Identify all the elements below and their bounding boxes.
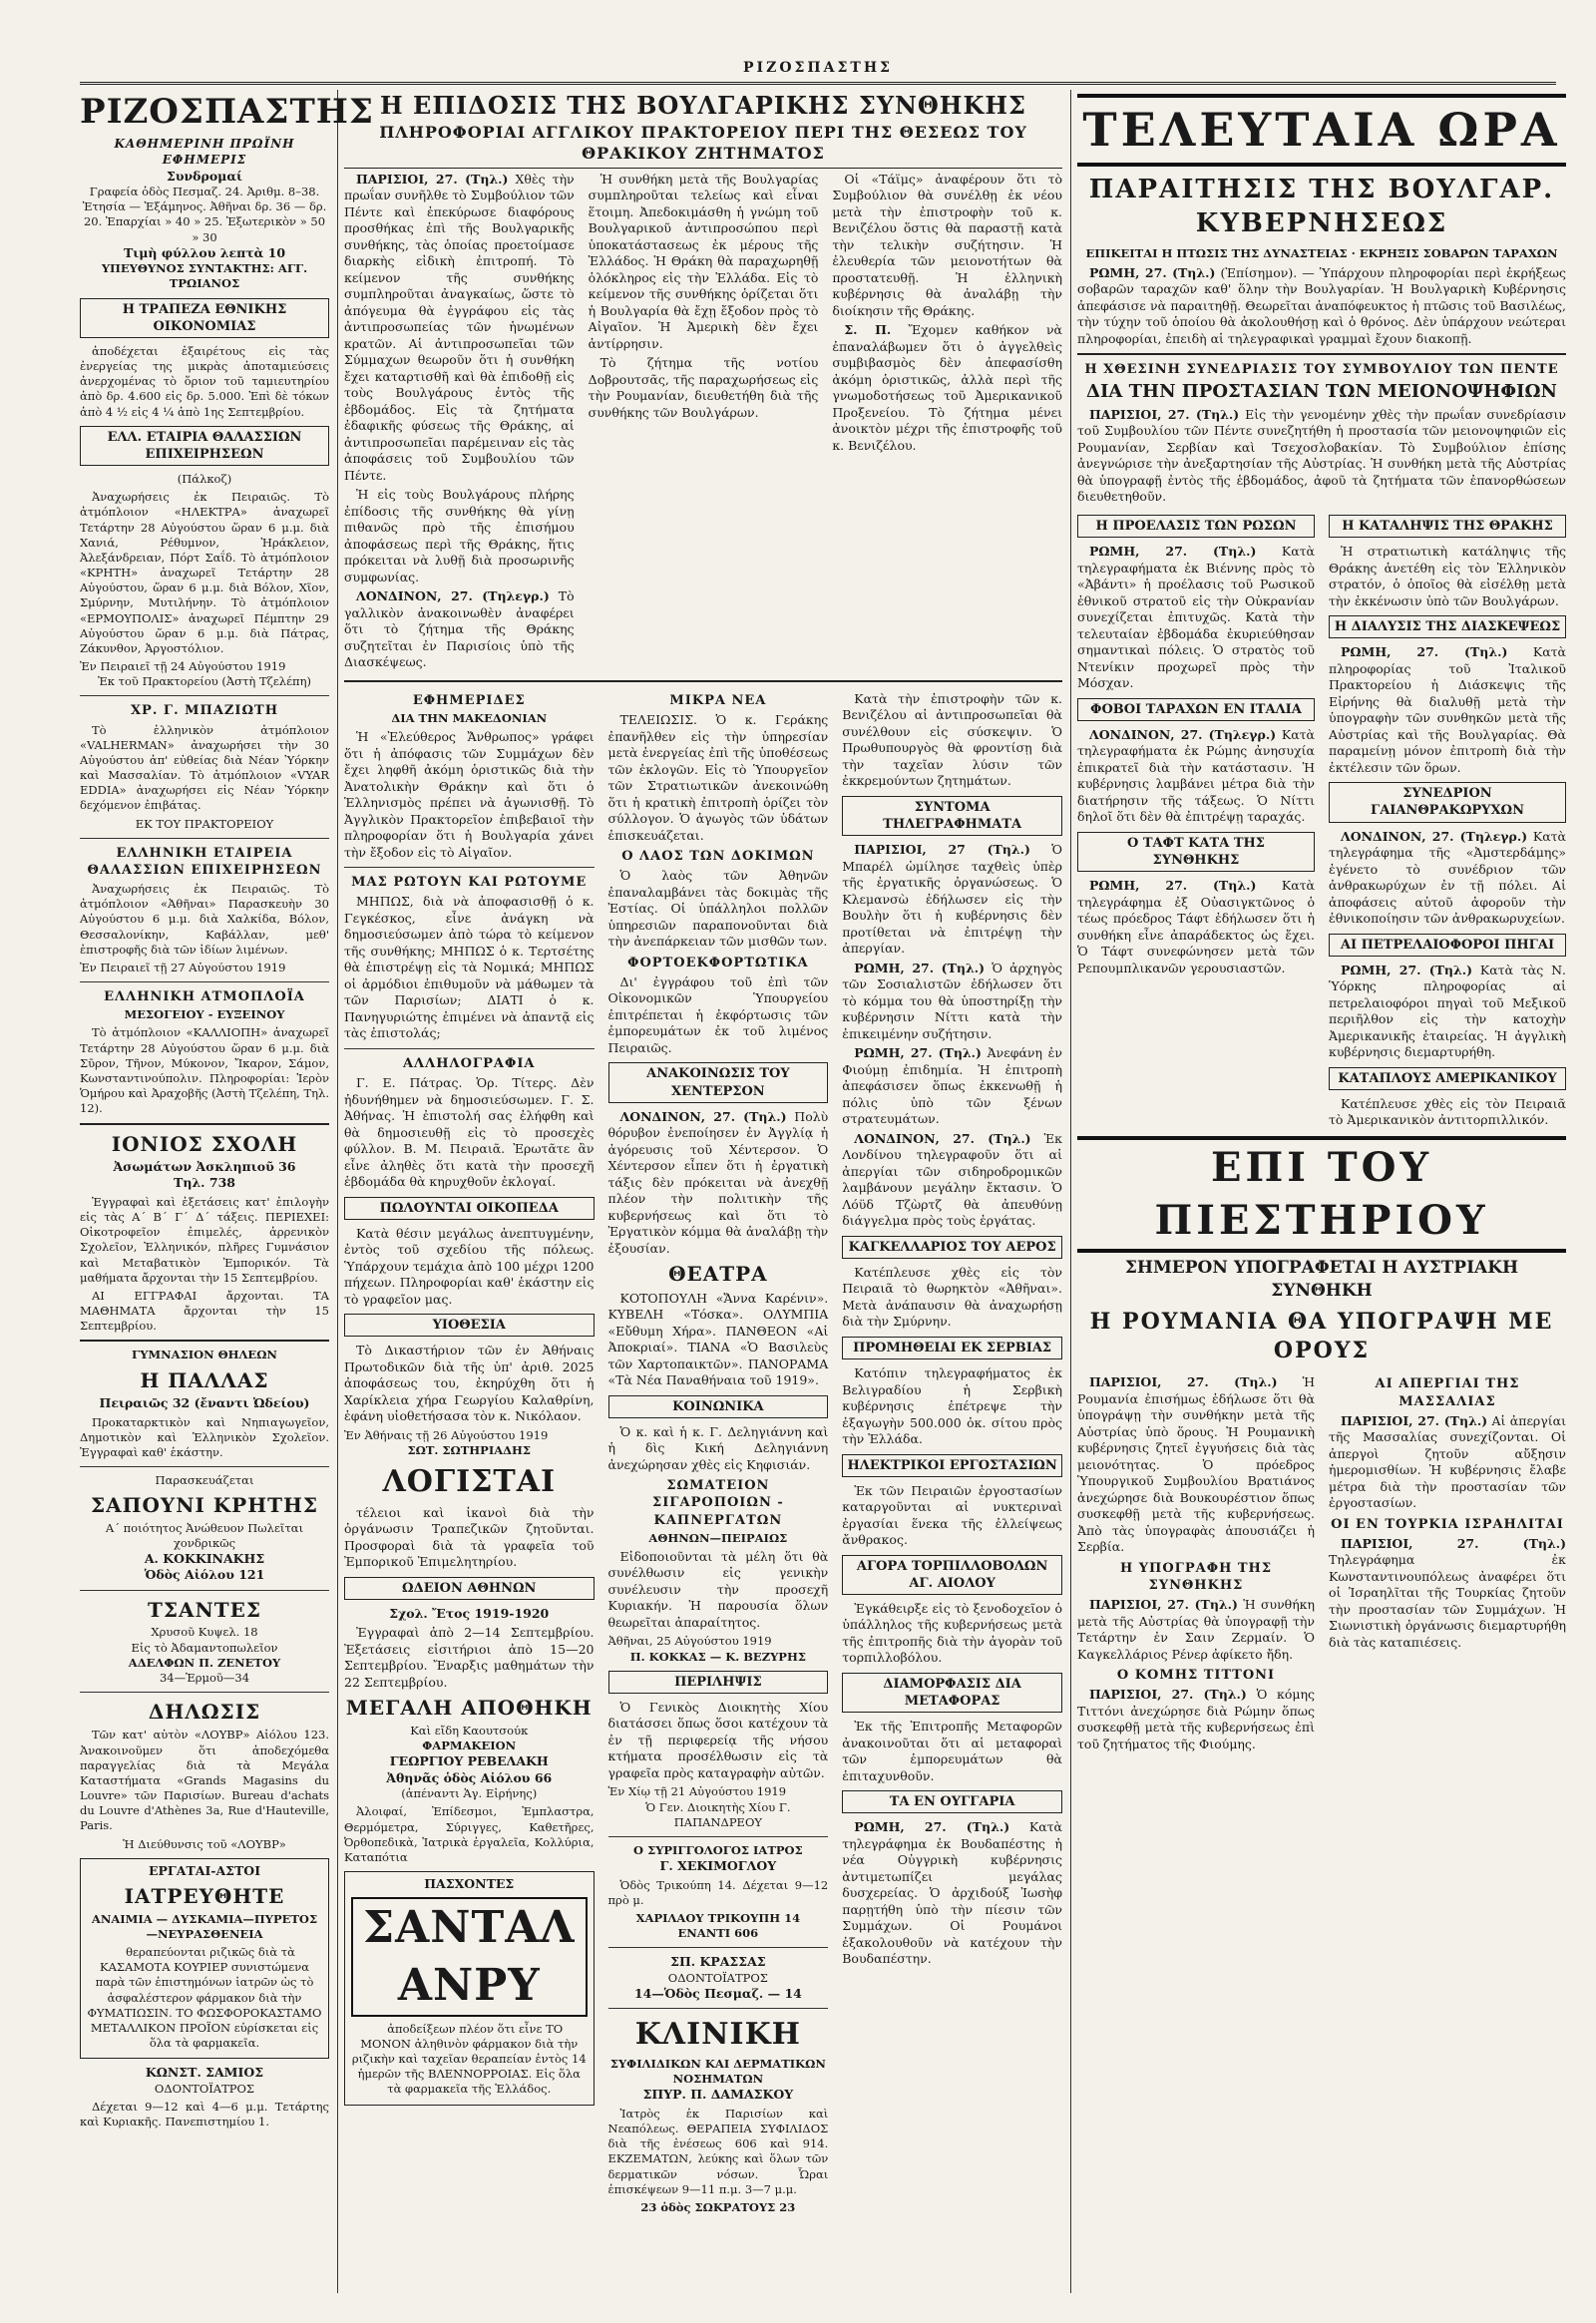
section-head: ΦΟΒΟΙ ΤΑΡΑΧΩΝ ΕΝ ΙΤΑΛΙΑ <box>1077 698 1315 721</box>
column-rule-2 <box>1070 90 1071 2293</box>
story-text: Ἡ «Ἐλεύθερος Ἄνθρωπος» γράφει ὅτι ἡ ἀπόφασις τῶν Συμμάχων δὲν ἔχει ληφθῆ ἀκόμη ὁριστικῶς διὰ τὴν Ἀνατολικὴν Θράκην καὶ ὅτι ὁ Ἑλληνισμὸς πρέπει νὰ ἀγωνισθῇ. Τὸ Ἀγγλικὸν Πρακτορεῖον ἐπιβεβαιοῖ τὴν πληροφορίαν ὅτι ἡ Βουλγαρία χάνει τὴν ἔξοδον εἰς τὸ Αἰγαῖον. <box>344 729 595 860</box>
ionios-addr: Ἀσωμάτων Ἀσκληπιοῦ 36 <box>113 1158 296 1174</box>
workers-sub: ΑΝΑΙΜΙΑ — ΔΥΣΚΑΜΙΑ—ΠΥΡΕΤΟΣ—ΝΕΥΡΑΣΘΕΝΕΙΑ <box>91 1911 318 1941</box>
dateline: ΛΟΝΔΙΝΟΝ, 27. (Τηλεγρ.) <box>1089 726 1277 742</box>
section-head: ΥΙΟΘΕΣΙΑ <box>344 1314 595 1337</box>
tsantes-firm: ΑΔΕΛΦΩΝ Π. ΖΕΝΕΤΟΥ <box>128 1655 281 1670</box>
elliniki-text: Ἀναχωρήσεις ἐκ Πειραιῶς. Τὸ ἀτμόπλοιον «Ἀθῆναι» Παρασκευὴν 30 Αὐγούστου 6 μ.μ. διὰ Χαλκίδα, Βόλον, Θεσσαλονίκην, Καβάλλαν, μεθ' ἐπιστροφῆς διὰ τῶν ἰδίων λιμένων. <box>80 882 329 957</box>
story-text: Ἡ στρατιωτικὴ κατάληψις τῆς Θράκης ἀνετέθη εἰς τὸν Ἑλληνικὸν στρατόν, ὁ ὁποῖος θὰ εἰσέλθῃ μετὰ τὴν ἐκκένωσιν ὑπὸ τῶν Βουλγάρων. <box>1329 544 1566 608</box>
center-column <box>344 90 1062 2303</box>
story-text: Ἡ συνθήκη μετὰ τῆς Βουλγαρίας συμπληροῦται τελείως καὶ εἶναι ἕτοιμη. Ἀπεδοκιμάσθη ἡ γνώμη τοῦ Βουλγαρικοῦ ἀντιπροσώπου περὶ ὑποκατάστασεως ἐκ μέρους τῆς Ἑλλάδος. Ἡ Θράκη θὰ παραχωρηθῇ ὁλόκληρος εἰς τὴν Ἑλλάδα. Εἰς τὸ κείμενον τῆς συνθήκης ὁρίζεται ὅτι ἡ Βουλγαρία θὰ ἔχῃ ἔξοδον πρὸς τὸ Αἰγαῖον. Ἡ Ἀμερικὴ δὲν ἔχει ἀντίρρησιν. <box>588 171 819 351</box>
section-head: Ο ΤΑΦΤ ΚΑΤΑ ΤΗΣ ΣΥΝΘΗΚΗΣ <box>1077 832 1315 872</box>
story-text: Ὁδὸς Τρικούπη 14. Δέχεται 9—12 πρὸ μ. <box>607 1877 829 1907</box>
story-text: Ὁ λαὸς τῶν Ἀθηνῶν ἐπαναλαμβάνει τὰς δοκιμὰς τῆς Ἑστίας. Οἱ ὑπάλληλοι πολλῶν ὑπηρεσιῶν παραπονοῦνται διὰ τὴν ἀνεπάρκειαν τῶν μισθῶν των. <box>607 868 829 950</box>
dateline: ΛΟΝΔΙΝΟΝ, 27. (Τηλεγρ.) <box>1341 828 1528 844</box>
masthead-subtitle: ΚΑΘΗΜΕΡΙΝΗ ΠΡΩΪΝΗ ΕΦΗΜΕΡΙΣ <box>114 136 295 167</box>
story-text: Τὸ ζήτημα τῆς νοτίου Δοβρουτσᾶς, τῆς παραχωρήσεως εἰς τὴν Ρουμανίαν, διευθετήθη διὰ τῆς συνθήκης τῶν Βουλγάρων. <box>588 355 819 420</box>
subheadline: ΔΙΑ ΤΗΝ ΠΡΟΣΤΑΣΙΑΝ ΤΩΝ ΜΕΙΟΝΟΨΗΦΙΩΝ <box>1086 381 1557 403</box>
ad-name: ΣΠΥΡ. Π. ΔΑΜΑΣΚΟΥ <box>642 2087 794 2103</box>
story-text: ἀποδείξεων πλέον ὅτι εἶνε ΤΟ ΜΟΝΟΝ ἀληθινὸν φάρμακον διὰ τὴν ριζικὴν καὶ ταχεῖαν θεραπείαν ἐντὸς 14 ἡμερῶν τῆς ΒΛΕΝΝΟΡΡΟΙΑΣ. Εἰς ὅλα τὰ φαρμακεῖα τῆς Ἑλλάδος. <box>351 2021 587 2097</box>
mpaziotis-head: ΧΡ. Γ. ΜΠΑΖΙΩΤΗ <box>130 703 279 719</box>
section-head: ΗΛΕΚΤΡΙΚΟΙ ΕΡΓΟΣΤΑΣΙΩΝ <box>842 1454 1062 1477</box>
shipping-text: Ἀναχωρήσεις ἐκ Πειραιῶς. Τὸ ἀτμόπλοιον «ΗΛΕΚΤΡΑ» ἀναχωρεῖ Τετάρτην 28 Αὐγούστου ὥραν 6 μ.μ. διὰ Χανιά, Ρέθυμνον, Ἡράκλειον, Ἀλεξάνδρειαν, Πόρτ Σαΐδ. Τὸ ἀτμόπλοιον «ΚΡΗΤΗ» ἀναχωρεῖ Τετάρτην 28 Αὐγούστου, ὥραν 6 μ.μ. διὰ Βόλον, Χῖον, Σμύρνην, Μυτιλήνην. Τὸ ἀτμόπλοιον «ΕΡΜΟΥΠΟΛΙΣ» ἀναχωρεῖ Πέμπτην 29 Αὐγούστου ὥραν 6 μ.μ. διὰ Πάτρας, Ζάκυνθον, Ἀργοστόλιον. <box>80 490 329 655</box>
story-text: Ἀλοιφαί, Ἐπίδεσμοι, Ἐμπλαστρα, Θερμόμετρα, Σύριγγες, Καθετῆρες, Ὀρθοπεδικὰ, Ἰατρικὰ ἐργαλεῖα, Κολλύρια, Καταπότια <box>344 1804 595 1864</box>
elliniki-head: ΕΛΛΗΝΙΚΗ ΕΤΑΙΡΕΙΑ ΘΑΛΑΣΣΙΩΝ ΕΠΙΧΕΙΡΗΣΕΩΝ <box>87 845 322 878</box>
right-column <box>1077 90 1566 2303</box>
section-head: ΑΓΟΡΑ ΤΟΡΠΙΛΛΟΒΟΛΩΝ ΑΓ. ΑΙΟΛΟΥ <box>842 1555 1062 1595</box>
dateline: ΠΑΡΙΣΙΟΙ, 27. (Τηλ.) <box>356 171 509 187</box>
pallas-addr: Πειραιῶς 32 (ἔναντι Ὠδείου) <box>99 1395 310 1411</box>
story-text: Ἐγγραφαὶ ἀπὸ 2—14 Σεπτεμβρίου. Ἐξετάσεις εἰσιτήριοι ἀπὸ 15—20 Σεπτεμβρίου. Ἔναρξις μαθημάτων τὴν 22 Σεπτεμβρίου. <box>344 1625 595 1690</box>
running-head: ΡΙΖΟΣΠΑΣΤΗΣ <box>80 60 1556 85</box>
bank-text: ἀποδέχεται ἐξαιρέτους εἰς τὰς ἐνεργείας της μικρὰς ἀποταμιεύσεις ἀνερχομένας τὸ ὅριον τοῦ ταμιευτηρίου ἀπὸ δρ. 4.600 εἰς δρ. 5.000. Ἐπὶ δὲ τόκων ἀπὸ 4 ⅟₂ εἰς 4 ⅟₄ ἀπὸ 1ης Σεπτεμβρίου. <box>80 343 329 419</box>
story-text: ΜΗΠΩΣ, διὰ νὰ ἀποφασισθῇ ὁ κ. Γεγκέσκος, εἶνε ἀνάγκη νὰ δημοσιεύσωμεν ἀπὸ τώρα τὸ κείμενον τῆς συνθήκης; ΜΗΠΩΣ ὁ κ. Τερτσέτης θὰ ἐπιστρέψῃ εἰς τὰ Νομικά; ΜΗΠΩΣ οἱ ἀρμόδιοι ἐπιθυμοῦν νὰ μάθωμεν τὰ τῶν Παρισίων; ΔΙΑΤΙ ὁ κ. Πανηγυριώτης ἐπιμένει νὰ ἀπαντᾷ εἰς τὰς ἐπιστολάς; <box>344 894 595 1041</box>
dateline: ΡΩΜΗ, 27. (Τηλ.) <box>854 1045 982 1061</box>
story-text: Κατὰ τηλεγράφημα τῆς «Ἀμστερδάμης» ἐγένετο τὸ συνέδριον τῶν ἀνθρακωρύχων ἐν τῇ πόλει. Αἱ ἀποφάσεις αὐτοῦ ἀφοροῦν τὴν ἐθνικοποίησιν τῶν ἀνθρακωρυχείων. <box>1329 828 1566 927</box>
story-text: τέλειοι καὶ ἱκανοὶ διὰ τὴν ὀργάνωσιν Τραπεζικῶν ζητοῦνται. Προσφοραὶ διὰ τὰ γραφεῖα τοῦ Ἐμπορικοῦ Ἐπιμελητηρίου. <box>344 1504 595 1570</box>
section-head: Η ΠΡΟΕΛΑΣΙΣ ΤΩΝ ΡΩΣΩΝ <box>1077 515 1315 538</box>
story-text: Ἐκ τῆς Ἐπιτροπῆς Μεταφορῶν ἀνακοινοῦται ὅτι αἱ μεταφοραὶ τῶν ἐμπορευμάτων θὰ ἐπιταχυνθοῦν. <box>842 1719 1062 1783</box>
date-line: Ἐν Ἀθήναις τῇ 26 Αὐγούστου 1919 <box>344 1427 549 1442</box>
section-head: ΩΔΕΙΟΝ ΑΘΗΝΩΝ <box>344 1577 595 1600</box>
santal-ad <box>344 1871 595 2106</box>
section-head: Ο ΣΥΡΙΓΓΟΛΟΓΟΣ ΙΑΤΡΟΣ <box>633 1842 803 1857</box>
section-head: ΣΥΝΕΔΡΙΟΝ ΓΑΙΑΝΘΡΑΚΩΡΥΧΩΝ <box>1329 782 1566 822</box>
signature: Ὁ Γεν. Διοικητὴς Χίου Γ. ΠΑΠΑΝΔΡΕΟΥ <box>645 1799 791 1829</box>
tsantes-addr: Χρυσοῦ Κυψελ. 18 <box>151 1625 258 1640</box>
divider <box>608 2008 829 2009</box>
athinaiki-sub: ΜΕΣΟΓΕΙΟΥ - ΕΥΞΕΙΝΟΥ <box>124 1007 285 1022</box>
tsantes-name: ΤΣΑΝΤΕΣ <box>147 1597 262 1622</box>
pallas-name: Η ΠΑΛΛΑΣ <box>140 1367 269 1392</box>
section-head: ΑΙ ΑΠΕΡΓΙΑΙ ΤΗΣ ΜΑΣΣΑΛΙΑΣ <box>1375 1376 1520 1409</box>
section-head: ΑΙ ΠΕΤΡΕΛΑΙΟΦΟΡΟΙ ΠΗΓΑΙ <box>1329 934 1566 957</box>
section-head: ΠΕΡΙΛΗΨΙΣ <box>608 1671 829 1694</box>
samios-sub: ΟΔΟΝΤΟΪΑΤΡΟΣ <box>154 2081 255 2096</box>
price-line: Τιμὴ φύλλου λεπτὰ 10 <box>123 244 286 260</box>
dateline: ΛΟΝΔΙΝΟΝ, 27. (Τηλ.) <box>854 1130 1031 1146</box>
ionios-head: ΙΟΝΙΟΣ ΣΧΟΛΗ <box>111 1131 298 1156</box>
top-story-subtitle: ΠΛΗΡΟΦΟΡΙΑΙ ΑΓΓΛΙΚΟΥ ΠΡΑΚΤΟΡΕΙΟΥ ΠΕΡΙ ΤΗΣ ΘΕΣΕΩΣ ΤΟΥ ΘΡΑΚΙΚΟΥ ΖΗΤΗΜΑΤΟΣ <box>344 122 1062 169</box>
section-head: ΣΥΝΤΟΜΑ ΤΗΛΕΓΡΑΦΗΜΑΤΑ <box>842 796 1062 836</box>
story-text: Ὁ κ. καὶ ἡ κ. Γ. Δεληγιάννη καὶ ἡ δὶς Κική Δεληγιάννη ἀνεχώρησαν χθὲς εἰς Κηφισιάν. <box>607 1423 829 1472</box>
dateline: ΡΩΜΗ, 27. (Τηλ.) <box>854 960 985 975</box>
elliniki-date: Ἐν Πειραιεῖ τῇ 27 Αὐγούστου 1919 <box>80 960 286 974</box>
dateline: ΠΑΡΙΣΙΟΙ, 27. (Τηλ.) <box>1089 1687 1247 1703</box>
story-text: (Ἐπίσημον). — Ὑπάρχουν πληροφορίαι περὶ ἐκρήξεως σοβαρῶν ταραχῶν καθ' ὅλην τὴν Βουλγαρίαν. Ἡ Βουλγαρικὴ Κυβέρνησις ἀπεφάσισε νὰ παραιτηθῇ. Θεωρεῖται ἀναπόφευκτος ἡ πτῶσις τοῦ Βασιλέως, τὴν τύχην τοῦ ὁποίου θὰ ἀκολουθήσῃ καὶ ὁ θρόνος. Δὲν ὑπάρχουν νεώτεραι πληροφορίαι, ἐπειδὴ αἱ τηλεγραφικαὶ γραμμαὶ ἔχουν διακοπῇ. <box>1077 264 1566 346</box>
divider <box>80 838 329 839</box>
pallas-text: Προκαταρκτικὸν καὶ Νηπιαγωγεῖον, Δημοτικὸν καὶ Ἑλληνικὸν Σχολεῖον. Ἐγγραφαὶ καθ' ἑκάστην. <box>80 1414 329 1459</box>
subscription-head: Συνδρομαί <box>167 168 242 184</box>
samios-text: Δέχεται 9—12 καὶ 4—6 μ.μ. Τετάρτης καὶ Κυριακῆς. Πανεπιστημίου 1. <box>80 2099 329 2129</box>
ad-name: Γ. ΧΕΚΙΜΟΓΛΟΥ <box>659 1858 777 1874</box>
story-text: Ἰατρὸς ἐκ Παρισίων καὶ Νεαπόλεως. ΘΕΡΑΠΕΙΑ ΣΥΦΙΛΙΔΟΣ διὰ τῆς ἐνέσεως 606 καὶ 914. ΕΚΖΕΜΑΤΩΝ, λεύκης καὶ ὅλων τῶν δερματικῶν νόσων. Ὧραι ἐπισκέψεων 9—11 π.μ. 3—7 μ.μ. <box>607 2106 829 2196</box>
story-text: Ἐκ τῶν Πειραιῶν ἐργοστασίων καταργοῦνται αἱ νυκτεριναὶ ἐργασίαι ἕνεκα τῆς ἐλλείψεως ἄνθρακος. <box>842 1482 1062 1548</box>
divider <box>344 867 595 868</box>
workers-head: ΕΡΓΑΤΑΙ-ΑΣΤΟΙ <box>148 1862 261 1878</box>
story-text: Ἡ εἰς τοὺς Βουλγάρους πλήρης ἐπίδοσις τῆς συνθήκης θὰ γίνῃ πιθανῶς πρὸ τῆς ἐπισήμου ἀποφάσεως περὶ τῆς Θράκης, ἥτις πρόκειται νὰ λυθῇ διὰ προσωρινῆς συμφωνίας. <box>344 487 575 584</box>
section-sub: ΔΙΑ ΤΗΝ ΜΑΚΕΔΟΝΙΑΝ <box>391 711 548 726</box>
divider <box>608 1836 829 1837</box>
top-story-body <box>344 169 1062 674</box>
section-head: ΦΟΡΤΟΕΚΦΟΡΤΩΤΙΚΑ <box>627 955 809 970</box>
section-head: ΑΛΛΗΛΟΓΡΑΦΙΑ <box>402 1055 536 1071</box>
story-text: Ἐγκάθειρξε εἰς τὸ ξενοδοχεῖον ὁ ὑπάλληλος τῆς κυβερνήσεως μετὰ τῆς ἐπιτροπῆς διὰ τὴν ἀγορὰν τοῦ τορπιλλοβόλου. <box>842 1600 1062 1666</box>
story-text: Κατέπλευσε χθὲς εἰς τὸν Πειραιᾶ τὸ Ἀμερικανικὸν ἀντιτορπιλλικόν. <box>1329 1095 1566 1128</box>
headline: ΣΗΜΕΡΟΝ ΥΠΟΓΡΑΦΕΤΑΙ Η ΑΥΣΤΡΙΑΚΗ ΣΥΝΘΗΚΗ <box>1124 1258 1519 1301</box>
divider <box>1077 353 1566 355</box>
section-head: ΠΩΛΟΥΝΤΑΙ ΟΙΚΟΠΕΔΑ <box>344 1197 595 1220</box>
divider <box>80 1340 329 1342</box>
dilosis-head: ΔΗΛΩΣΙΣ <box>148 1700 261 1725</box>
section-sub: ΑΘΗΝΩΝ—ΠΕΙΡΑΙΩΣ <box>648 1530 788 1545</box>
shipping-sub: (Πάλκοζ) <box>177 472 232 487</box>
story-text: Ἡ Ρουμανία ἐπισήμως ἐδήλωσε ὅτι θὰ ὑπογράψῃ τὴν συνθήκην μετὰ τῆς Αὐστρίας ὑπὸ ὅρους. Ἡ Ρουμανικὴ κυβέρνησις ζητεῖ ἐγγυήσεις διὰ τὰς μειονότητας. Ὁ πρόεδρος Ὑπουργικοῦ Συμβουλίου Βρατιάνος ἀνεχώρησε διὰ Βουκουρέστιον ὅπως συσκεφθῇ μετὰ τῆς κυβερνήσεως. Ἀπὸ τὰς ὑπογραφὰς ἀπουσιάζει ἡ Σερβία. <box>1077 1374 1315 1555</box>
mpaziotis-sig: ΕΚ ΤΟΥ ΠΡΑΚΤΟΡΕΙΟΥ <box>135 816 274 831</box>
divider <box>344 1048 595 1049</box>
tsantes-text: Εἰς τὸ Ἀδαμαντοπωλεῖον <box>131 1640 278 1655</box>
story-text: Οἱ «Τάϊμς» ἀναφέρουν ὅτι τὸ Συμβούλιον θὰ συνέλθῃ ἐκ νέου μετὰ τὴν ἐπιστροφὴν τοῦ κ. Βενιζέλου ὅστις θὰ παραστῇ κατὰ τὴν τελικὴν συζήτησιν. Ἡ ἐλευθερία τῶν μειονοτήτων θὰ προστατευθῇ. Ἡ ἑλληνικὴ κυβέρνησις θὰ ἀναλάβῃ τὴν διοίκησιν τῆς Θράκης. <box>832 171 1063 318</box>
dateline: ΡΩΜΗ, 27. (Τηλ.) <box>1341 962 1473 977</box>
soap-pre: Παρασκευάζεται <box>155 1473 254 1488</box>
section-head: Η ΥΠΟΓΡΑΦΗ ΤΗΣ ΣΥΝΘΗΚΗΣ <box>1119 1560 1273 1594</box>
dateline: ΡΩΜΗ, 27. (Τηλ.) <box>1341 644 1508 660</box>
ad-addr: 14—Ὁδὸς Πεσμαζ. — 14 <box>633 1985 802 2001</box>
shipping-date: Ἐν Πειραιεῖ τῇ 24 Αὐγούστου 1919 <box>80 659 286 674</box>
section-head: ΕΦΗΜΕΡΙΔΕΣ <box>412 692 526 708</box>
right-subcolumns <box>1077 509 1566 1132</box>
story-text: Τηλεγράφημα ἐκ Κωνσταντινουπόλεως ἀναφέρει ὅτι οἱ Ἰσραηλῖται τῆς Τουρκίας ζητοῦν τὴν προστασίαν τῶν Συμμάχων. Ἡ Σιωνιστικὴ ὀργάνωσις διεμαρτυρήθη διὰ τὰς καταπιέσεις. <box>1329 1552 1566 1650</box>
divider <box>80 1692 329 1693</box>
ad-addr: ΧΑΡΙΛΑΟΥ ΤΡΙΚΟΥΠΗ 14 ΕΝΑΝΤΙ 606 <box>635 1910 801 1941</box>
shipping-head: ΕΛΛ. ΕΤΑΙΡΙΑ ΘΑΛΑΣΣΙΩΝ ΕΠΙΧΕΙΡΗΣΕΩΝ <box>80 426 329 466</box>
story-text: Κατὰ τὰς Ν. Ὑόρκης πληροφορίας αἱ πετρελαιοφόροι πηγαὶ τοῦ Μεξικοῦ περιῆλθον εἰς τὴν κατοχὴν Ἀμερικανικῆς ἑταιρείας. Ἡ ἀγγλικὴ κυβέρνησις διεμαρτυρήθη. <box>1329 962 1566 1060</box>
left-column <box>80 90 374 2303</box>
story-text: Ἐκ Λονδίνου τηλεγραφοῦν ὅτι αἱ ἀπεργίαι τῶν σιδηροδρομικῶν λαμβάνουν μεγάλην ἔκτασιν. Ὁ Λόϋδ Τζὼρτζ θὰ ἀπευθύνῃ διάγγελμα πρὸς τοὺς ἐργάτας. <box>842 1130 1062 1229</box>
ad-name: ΓΕΩΡΓΙΟΥ ΡΕΒΕΛΑΚΗ <box>389 1753 549 1769</box>
dilosis-sig: Ἡ Διεύθυνσις τοῦ «ΛΟΥΒΡ» <box>123 1836 286 1851</box>
ionios-note: ΑΙ ΕΓΓΡΑΦΑΙ ἄρχονται. ΤΑ ΜΑΘΗΜΑΤΑ ἄρχονται τὴν 15 Σεπτεμβρίου. <box>80 1288 329 1334</box>
workers-title: ΙΑΤΡΕΥΘΗΤΕ <box>124 1884 285 1909</box>
headline: Η ΡΟΥΜΑΝΙΑ ΘΑ ΥΠΟΓΡΑΨΗ ΜΕ ΟΡΟΥΣ <box>1089 1309 1554 1364</box>
ionios-text: Ἐγγραφαὶ καὶ ἐξετάσεις κατ' ἐπιλογὴν εἰς τὰς Α΄ Β΄ Γ΄ Δ΄ τάξεις. ΠΕΡΙΕΧΕΙ: Οἰκοτροφεῖον ἐπιμελές, ἀρρενικὸν Σχολεῖον, Ἑλληνικόν, πλῆρες Γυμνάσιον καὶ Μεταβατικὸν Ἐμπορικόν. Τὰ μαθήματα ἄρχονται τὴν 15 Σεπτεμβρίου. <box>80 1194 329 1285</box>
section-head: ΤΑ ΕΝ ΟΥΓΓΑΡΙΑ <box>842 1790 1062 1813</box>
section-head: Η ΔΙΑΛΥΣΙΣ ΤΗΣ ΔΙΑΣΚΕΨΕΩΣ <box>1329 615 1566 638</box>
top-story-title: Η ΕΠΙΔΟΣΙΣ ΤΗΣ ΒΟΥΛΓΑΡΙΚΗΣ ΣΥΝΘΗΚΗΣ <box>380 91 1026 120</box>
section-head: Ο ΛΑΟΣ ΤΩΝ ΔΟΚΙΜΩΝ <box>621 849 815 865</box>
ad-title: ΣΑΝΤΑΛ ΑΝΡΥ <box>351 1897 588 2017</box>
workers-ad <box>80 1858 329 2059</box>
athinaiki-text: Τὸ ἀτμόπλοιον «ΚΑΛΛΙΟΠΗ» ἀναχωρεῖ Τετάρτην 28 Αὐγούστου ὥραν 6 μ.μ. διὰ Σῦρον, Τῆνον, Μύκονον, Ἴκαρον, Σάμον, Κωνσταντινούπολιν. Πληροφορίαι: Ἱερὸν Ὁμήρου καὶ Ἀραχοβῆς (Ἀστὴ Τζελέπη, Τηλ. 12). <box>80 1025 329 1116</box>
dateline: ΠΑΡΙΣΙΟΙ, 27. (Τηλ.) <box>1089 1374 1278 1390</box>
date-line: Ἐν Χίῳ τῇ 21 Αὐγούστου 1919 <box>607 1784 787 1799</box>
story-text: ΚΟΤΟΠΟΥΛΗ «Ἄννα Καρένιν». ΚΥΒΕΛΗ «Τόσκα». ΟΛΥΜΠΙΑ «Εὔθυμη Χήρα». ΠΑΝΘΕΟΝ «Αἱ Ἀποκριαί». ΤΙΑΝΑ «Ὁ Βασιλεὺς τῶν Χαρτοπαικτῶν». ΠΑΝΟΡΑΜΑ «Τὰ Νέα Παναθήναια τοῦ 1919». <box>607 1290 829 1388</box>
divider <box>80 695 329 696</box>
masthead: ΡΙΖΟΣΠΑΣΤΗΣ <box>80 92 374 132</box>
section-head: ΘΕΑΤΡΑ <box>668 1262 768 1287</box>
workers-text: θεραπεύονται ριζικῶς διὰ τὰ ΚΑΣΑΜΟΤΑ ΚΟΥΡΙΕΡ συνιστώμενα παρὰ τῶν ἐπιστημόνων ἰατρῶν ὡς τὸ ἀσφαλέστερον φάρμακον διὰ τὴν ΦΥΜΑΤΙΩΣΙΝ. ΤΟ ΦΩΣΦΟΡΟΚΑΣΤΑΜΟ ΜΕΤΑΛΛΙΚΟΝ ΠΡΟΪΟΝ εὑρίσκεται εἰς ὅλα τὰ φαρμακεῖα. <box>87 1945 322 2051</box>
story-text: Κατέπλευσε χθὲς εἰς τὸν Πειραιᾶ τὸ θωρηκτὸν «Ἀθῆναι». Μετὰ ἀνάπαυσιν θὰ ἀναχωρήσῃ διὰ τὴν Σμύρνην. <box>842 1264 1062 1330</box>
lower-body <box>344 688 1062 2215</box>
story-text: Κατὰ τηλεγραφήματα ἐκ Βιέννης πρὸς τὸ «Ἀβάντι» ἡ προέλασις τοῦ Ρωσικοῦ ἐθνικοῦ στρατοῦ εἰς τὴν Οὐκρανίαν συνεχίζεται ἐπιτυχῶς. Κατὰ τὴν τελευταίαν ἐβδομάδα ἐκυριεύθησαν σημαντικαὶ πόλεις. Ὁ στρατὸς τοῦ Ντενίκιν προχωρεῖ πρὸς τὴν Μόσχαν. <box>1077 544 1315 691</box>
story-text: Κατόπιν τηλεγραφήματος ἐκ Βελιγραδίου ἡ Σερβικὴ κυβέρνησις ἐπέτρεψε τὴν ἐξαγωγὴν 500.000 ὀκ. σίτου πρὸς τὴν Ἑλλάδα. <box>842 1365 1062 1447</box>
ad-title: ΛΟΓΙΣΤΑΙ <box>382 1464 557 1500</box>
column-rule-1 <box>337 90 338 2293</box>
story-text: Δι' ἐγγράφου τοῦ ἐπὶ τῶν Οἰκονομικῶν Ὑπουργείου ἐπιτρέπεται ἡ ἐκφόρτωσις τῶν ἐμπορευμάτων ἐκ τοῦ λιμένος Πειραιῶς. <box>607 973 829 1055</box>
dilosis-text: Τῶν κατ' αὐτὸν «ΛΟΥΒΡ» Αἰόλου 123. Ἀνακοινοῦμεν ὅτι ἀποδεχόμεθα παραγγελίας διὰ τὰ Μεγάλα Καταστήματα «Grands Magasins du Louvre» τῶν Παρισίων. Bureau d'achats du Louvre d'Athènes 3a, Rue d'Hauteville, Paris. <box>80 1728 329 1833</box>
section-head: Η ΚΑΤΑΛΗΨΙΣ ΤΗΣ ΘΡΑΚΗΣ <box>1329 515 1566 538</box>
divider <box>80 1123 329 1125</box>
story-text: Ἡ συνθήκη μετὰ τῆς Αὐστρίας θὰ ὑπογραφῇ τὴν Τετάρτην ἐν Σαιν Ζερμαίν. Ὁ Καγκελλάριος Ρένερ ἀφίκετο ἤδη. <box>1077 1597 1315 1662</box>
bank-head: Η ΤΡΑΠΕΖΑ ΕΘΝΙΚΗΣ ΟΙΚΟΝΟΜΙΑΣ <box>80 298 329 338</box>
divider <box>80 1590 329 1591</box>
section-head: ΠΡΟΜΗΘΕΙΑΙ ΕΚ ΣΕΡΒΙΑΣ <box>842 1337 1062 1359</box>
story-text: Αἱ ἀπεργίαι τῆς Μασσαλίας συνεχίζονται. Οἱ ἀπεργοὶ ζητοῦν αὔξησιν ἡμερομισθίων. Ἡ κυβέρνησις ἔλαβε μέτρα διὰ τὴν προστασίαν τῶν ἐργοστασίων. <box>1329 1412 1566 1511</box>
section-head: ΚΑΓΚΕΛΛΑΡΙΟΣ ΤΟΥ ΑΕΡΟΣ <box>842 1236 1062 1259</box>
shipping-sig: Ἐκ τοῦ Πρακτορείου (Ἀστὴ Τζελέπη) <box>97 674 311 689</box>
ad-name: ΣΠ. ΚΡΑΣΣΑΣ <box>670 1954 766 1970</box>
story-text: Ὁ κόμης Τιττόνι ἀνεχώρησε διὰ Ρώμην ὅπως συσκεφθῇ μετὰ τῆς κυβερνήσεως ἐπὶ τοῦ ζητήματος τῆς Φιούμης. <box>1077 1687 1315 1751</box>
section-head: ΜΑΣ ΡΩΤΟΥΝ ΚΑΙ ΡΩΤΟΥΜΕ <box>351 875 588 891</box>
soap-text: Α΄ ποιότητος Ἀνώθευον Πωλεῖται χονδρικῶς <box>105 1520 304 1550</box>
samios-head: ΚΩΝΣΤ. ΣΑΜΙΟΣ <box>145 2065 264 2081</box>
section-head: ΚΑΤΑΠΛΟΥΣ ΑΜΕΡΙΚΑΝΙΚΟΥ <box>1329 1067 1566 1090</box>
soap-addr: Ὁδὸς Αἰόλου 121 <box>144 1567 265 1583</box>
athinaiki-head: ΕΛΛΗΝΙΚΗ ΑΤΜΟΠΛΟΪΑ <box>104 989 305 1005</box>
subscription-text: Γραφεία ὁδὸς Πεσμαζ. 24. Ἀριθμ. 8–38. Ἐτησία — Ἑξάμηνος. Ἀθῆναι δρ. 36 — δρ. 20. Ἐπαρχίαι » 40 » 25. Ἐξωτερικὸν » 50 » 30 <box>82 185 327 244</box>
signature: ΣΩΤ. ΣΩΤΗΡΙΑΔΗΣ <box>407 1443 532 1458</box>
section-head: Ο ΚΟΜΗΣ ΤΙΤΤΟΝΙ <box>1116 1668 1276 1684</box>
dateline: ΠΑΡΙΣΙΟΙ, 27. (Τηλ.) <box>1341 1412 1488 1428</box>
section-sub: ΣΥΦΙΛΙΔΙΚΩΝ ΚΑΙ ΔΕΡΜΑΤΙΚΩΝ ΝΟΣΗΜΑΤΩΝ <box>609 2057 826 2087</box>
section-sub: ΟΔΟΝΤΟΪΑΤΡΟΣ <box>667 1970 768 1985</box>
story-text: Ὁ Μπαρέλ ὡμίλησε ταχθεὶς ὑπὲρ τῆς ἐργατικῆς ὀργανώσεως. Ὁ Κλεμανσὼ ἐδήλωσεν εἰς τὴν Βουλὴν ὅτι ἡ κυβέρνησις δὲν προτίθεται νὰ ἐπιτρέψῃ τὴν ἀπεργίαν. <box>842 842 1062 957</box>
ad-addr: Ἀθηνᾶς ὁδὸς Αἰόλου 66 <box>386 1769 553 1785</box>
story-text: Εἰς τὴν γενομένην χθὲς τὴν πρωΐαν συνεδρίασιν τοῦ Συμβουλίου τῶν Πέντε συνεζητήθη ἡ προστασία τῶν μειονοψηφιῶν εἰς Ρουμανίαν, Σερβίαν καὶ Τσεχοσλοβακίαν. Τὸ Συμβούλιον ἐπίσης ἀνεγνώρισε τὴν ἀνεξαρτησίαν τῆς Αὐστρίας. Ἡ συνθήκη μετὰ τῆς Αὐστρίας θὰ ὑπογραφῇ ἐντὸς τῆς ἑβδομάδος, ἀφοῦ τὰ ζητήματα τῶν ἐπανορθώσεων διευθετηθοῦν. <box>1077 406 1566 505</box>
dateline: ΡΩΜΗ, 27. (Τηλ.) <box>1089 878 1257 894</box>
soap-name: ΣΑΠΟΥΝΙ ΚΡΗΤΗΣ <box>90 1493 319 1518</box>
subheadline: ΕΠΙΚΕΙΤΑΙ Η ΠΤΩΣΙΣ ΤΗΣ ΔΥΝΑΣΤΕΙΑΣ · ΕΚΡΗΞΙΣ ΣΟΒΑΡΩΝ ΤΑΡΑΧΩΝ <box>1085 246 1558 261</box>
divider <box>80 1466 329 1467</box>
right-lower-subcolumns <box>1077 1371 1566 1755</box>
section-head: ΚΟΙΝΩΝΙΚΑ <box>608 1395 829 1418</box>
story-text: Γ. Ε. Πάτρας. Ὁρ. Τίτερς. Δὲν ἠδυνήθημεν νὰ δημοσιεύσωμεν. Γ. Σ. Ἀθήνας. Ἡ ἐπιστολή σας ἐλήφθη καὶ θὰ δημοσιευθῇ εἰς τὸ προσεχὲς φύλλον. Β. Μ. Πειραιᾶ. Ἐρωτᾶτε ἂν εἶνε ἀληθὲς ὅτι κατὰ τὴν προσεχῆ ἑβδομάδα θὰ κηρυχθοῦν ἐκλογαί. <box>344 1075 595 1190</box>
divider <box>80 981 329 982</box>
dateline: ΠΑΡΙΣΙΟΙ, 27 (Τηλ.) <box>854 842 1030 858</box>
story-text: Ὁ Γενικὸς Διοικητὴς Χίου διατάσσει ὅπως ὅσοι κατέχουν τὰ ἐν τῇ περιφερείᾳ τῆς νήσου κτήματα προσέλθωσιν εἰς τὰ γραφεῖα πρὸς καταγραφὴν αὐτῶν. <box>607 1699 829 1780</box>
story-text: Χθὲς τὴν πρωΐαν συνῆλθε τὸ Συμβούλιον τῶν Πέντε καὶ ἐπεκύρωσε διαφόρους προσθήκας ἐπὶ τῆς Βουλγαρικῆς συνθήκης, τὰς ὁποίας προετοίμασε διαρκὴς εἰδικὴ ἐπιτροπή. Τὸ κείμενον τῆς συνθήκης συμπληροῦται ἀναγκαίως, ὥστε τὸ ἀπόγευμα θὰ ἐγγράφου εἰς τὰς ἀντιπροσωπείας τῶν ἡνωμένων κρατῶν. Αἱ ἀντιπροσωπεῖαι τῶν Σύμμαχων θεωροῦν ὅτι ἡ συνθήκη ἔχει καταρτισθῆ καὶ θὰ ἐπιδοθῇ εἰς τοὺς Βουλγάρους ἐντὸς τῆς ἑβδομάδος. Εἰς τὰ ζητήματα ἐδαφικῆς φύσεως τῆς Θράκης, αἱ ἀντιπροσωπεῖαι παρέμειναν εἰς τὰς ἀποφάσεις τοῦ Συμβουλίου τῶν Πέντε. <box>344 171 575 483</box>
ad-head: ΠΑΣΧΟΝΤΕΣ <box>424 1876 515 1892</box>
dateline: ΡΩΜΗ, 27. (Τηλ.) <box>854 1819 1010 1835</box>
section-sub: ΦΑΡΜΑΚΕΙΟΝ <box>422 1739 517 1752</box>
section-sub: Σχολ. Ἔτος 1919-1920 <box>389 1605 550 1621</box>
pallas-head: ΓΥΜΝΑΣΙΟΝ ΘΗΛΕΩΝ <box>132 1348 277 1362</box>
story-text: Τὸ γαλλικὸν ἀνακοινωθὲν ἀναφέρει ὅτι τὸ ζήτημα τῆς Θράκης συζητεῖται ἐν Παρισίοις ὑπὸ τῆς Διασκέψεως. <box>344 588 575 670</box>
dateline: ΠΑΡΙΣΙΟΙ, 27. (Τηλ.) <box>1089 406 1240 422</box>
story-text: Κατὰ τηλεγραφήματα ἐκ Ρώμης ἀνησυχία ἐπικρατεῖ διὰ τὴν κατάστασιν. Ἡ κυβέρνησις λαμβάνει μέτρα διὰ τὴν διατήρησιν τῆς τάξεως. Ὁ Νίττι δηλοῖ ὅτι δὲν θὰ ἐπιτρέψῃ ταραχάς. <box>1077 726 1315 825</box>
section-head: ΣΩΜΑΤΕΙΟΝ ΣΙΓΑΡΟΠΟΙΩΝ - ΚΑΠΝΕΡΓΑΤΩΝ <box>652 1478 784 1528</box>
dateline: ΠΑΡΙΣΙΟΙ, 27. (Τηλ.) <box>1089 1597 1238 1613</box>
dateline: ΛΟΝΔΙΝΟΝ, 27. (Τηλ.) <box>619 1108 787 1124</box>
story-text: Κατὰ θέσιν μεγάλως ἀνεπτυγμένην, ἐντὸς τοῦ σχεδίου τῆς πόλεως. Ὑπάρχουν τεμάχια ἀπὸ 100 μέχρι 1200 πήχεων. Πληροφορίαι καθ' ἑκάστην εἰς τὸ γραφεῖον μας. <box>344 1225 595 1307</box>
story-text: Κατὰ τὴν ἐπιστροφὴν τῶν κ. Βενιζέλου αἱ ἀντιπροσωπεῖαι θὰ συνέλθουν εἰς σύσκεψιν. Ὁ Πρωθυπουργὸς θὰ φροντίσῃ διὰ τὴν ταχεῖαν λύσιν τῶν ἐκκρεμούντων ζητημάτων. <box>842 690 1062 789</box>
divider <box>608 1947 829 1948</box>
story-text: Κατὰ τηλεγράφημα ἐξ Οὐασιγκτῶνος ὁ τέως πρόεδρος Τάφτ ἐδήλωσεν ὅτι ἡ συνθήκη εἶνε ἀπαράδεκτος ὡς ἔχει. Ὁ Τάφτ συνεφώνησεν μετὰ τῶν Ρεπουμπλικανῶν γερουσιαστῶν. <box>1077 878 1315 975</box>
dateline: ΠΑΡΙΣΙΟΙ, 27. (Τηλ.) <box>1341 1535 1566 1551</box>
dateline: Σ. Π. <box>844 322 892 338</box>
story-text: Πολὺ θόρυβον ἐνεποίησεν ἐν Ἀγγλίᾳ ἡ ἀγόρευσις τοῦ Χέντερσον. Ὁ Χέντερσον εἶπεν ὅτι ἡ ἐργατικὴ τάξις δὲν πρόκειται νὰ ἀνεχθῇ πλέον τὴν πολιτικὴν τῆς κυβερνήσεως καὶ ὅτι τὸ Ἐργατικὸν κόμμα θὰ ἀναλάβῃ τὴν ἐξουσίαν. <box>607 1108 829 1256</box>
section-head: ΔΙΑΜΟΡΦΑΣΙΣ ΔΙΑ ΜΕΤΑΦΟΡΑΣ <box>842 1673 1062 1713</box>
latest-news-banner: ΤΕΛΕΥΤΑΙΑ ΩΡΑ <box>1077 94 1566 167</box>
dateline: ΡΩΜΗ, 27. (Τηλ.) <box>1089 544 1257 560</box>
story-text: Κατὰ πληροφορίας τοῦ Ἰταλικοῦ Πρακτορείου ἡ Διάσκεψις τῆς Εἰρήνης θὰ διαλυθῇ μετὰ τὴν ὑπογραφὴν τῶν συνθηκῶν μετὰ τῆς Αὐστρίας καὶ τῆς Βουλγαρίας. Θὰ παραμείνῃ μόνον ἐπιτροπὴ διὰ τὴν ἐκτέλεσιν τῶν ὅρων. <box>1329 644 1566 775</box>
tsantes-num: 34—Ἑρμοῦ—34 <box>159 1670 250 1685</box>
section-head: ΜΙΚΡΑ ΝΕΑ <box>669 692 767 708</box>
story-text: Εἰδοποιοῦνται τὰ μέλη ὅτι θὰ συνέλθωσιν εἰς γενικὴν συνέλευσιν τὴν προσεχῆ Κυριακήν. Ἡ παρουσία ὅλων θεωρεῖται ἀπαραίτητος. <box>607 1548 829 1630</box>
ad-title: ΜΕΓΑΛΗ ΑΠΟΘΗΚΗ <box>345 1696 593 1721</box>
story-text: Ὁ ἀρχηγὸς τῶν Σοσιαλιστῶν ἐδήλωσεν ὅτι τὸ κόμμα του θὰ ὑποστηρίξῃ τὴν κυβέρνησιν Νίττι κατὰ τὴν ἐπικειμένην συζήτησιν. <box>842 960 1062 1041</box>
ad-addr: 23 ὁδὸς ΣΩΚΡΑΤΟΥΣ 23 <box>640 2199 796 2214</box>
signature: Π. ΚΟΚΚΑΣ — Κ. ΒΕΖΥΡΗΣ <box>629 1649 806 1664</box>
ad-addr: (ἀπέναντι Ἁγ. Εἰρήνης) <box>401 1786 538 1801</box>
date-line: Ἀθῆναι, 25 Αὐγούστου 1919 <box>607 1634 772 1649</box>
ad-title: ΚΛΙΝΙΚΗ <box>634 2017 801 2053</box>
section-sub: Καὶ εἴδη Καουτσούκ <box>410 1723 529 1738</box>
dateline: ΛΟΝΔΙΝΟΝ, 27. (Τηλεγρ.) <box>356 588 550 604</box>
section-head: ΟΙ ΕΝ ΤΟΥΡΚΙΑ ΙΣΡΑΗΛΙΤΑΙ <box>1331 1516 1564 1532</box>
story-text: Κατὰ τηλεγράφημα ἐκ Βουδαπέστης ἡ νέα Οὐγγρικὴ κυβέρνησις ἀντιμετωπίζει μεγάλας δυσχερείας. Ὁ ἀρχιδούξ Ἰωσὴφ παρῃτήθη ὑπὸ τὴν πίεσιν τῶν Συμμάχων. Οἱ Ρουμάνοι ἐξακολουθοῦν νὰ κατέχουν τὴν Βουδαπέστην. <box>842 1819 1062 1967</box>
section-head: ΑΝΑΚΟΙΝΩΣΙΣ ΤΟΥ ΧΕΝΤΕΡΣΟΝ <box>608 1062 829 1102</box>
story-text: Ἔχομεν καθήκον νὰ ἐπαναλάβωμεν ὅτι ὁ ἀγγελθεὶς συμβιβασμὸς δὲν ἀπεφασίσθη ἀκόμη ὁριστικῶς, ἀλλὰ περὶ τῆς γνωμοδοτήσεως τοῦ Ἀμερικανικοῦ Προξενείου. Τὸ ζήτημα μένει ἀνοικτὸν μέχρι τῆς ἐπιστροφῆς τοῦ κ. Βενιζέλου. <box>832 322 1063 453</box>
soap-maker: Α. ΚΟΚΚΙΝΑΚΗΣ <box>144 1550 265 1566</box>
headline: ΠΑΡΑΙΤΗΣΙΣ ΤΗΣ ΒΟΥΛΓΑΡ. ΚΥΒΕΡΝΗΣΕΩΣ <box>1088 174 1555 239</box>
story-text: Τὸ Δικαστήριον τῶν ἐν Ἀθήναις Πρωτοδικῶν διὰ τῆς ὑπ' ἀριθ. 2025 ἀποφάσεως του, ἐκηρύχθη ὅτι ἡ Χαρίκλεια χήρα Γεωργίου Καλαθρίνη, ἐφάνη υἱοθετήσασα τὸν κ. Νικόλαον. <box>344 1343 595 1424</box>
story-text: Ἀνεφάνη ἐν Φιούμῃ ἐπιδημία. Ἡ ἐπιτροπὴ ἀπεφάσισεν ὅπως ἐκκενωθῇ ἡ πόλις ὑπὸ τῶν ξένων στρατευμάτων. <box>842 1045 1062 1127</box>
dateline: ΡΩΜΗ, 27. (Τηλ.) <box>1089 264 1216 280</box>
editor-line: ΥΠΕΥΘΥΝΟΣ ΣΥΝΤΑΚΤΗΣ: ΑΓΓ. ΤΡΩΙΑΝΟΣ <box>101 261 308 291</box>
ionios-tel: Τηλ. 738 <box>174 1175 235 1191</box>
divider <box>344 680 1062 682</box>
press-banner: ΕΠΙ ΤΟΥ ΠΙΕΣΤΗΡΙΟΥ <box>1077 1136 1566 1254</box>
headline: Η ΧΘΕΣΙΝΗ ΣΥΝΕΔΡΙΑΣΙΣ ΤΟΥ ΣΥΜΒΟΥΛΙΟΥ ΤΩΝ ΠΕΝΤΕ <box>1084 362 1559 378</box>
mpaziotis-text: Τὸ ἑλληνικὸν ἀτμόπλοιον «VALHERMAN» ἀναχωρήσει τὴν 30 Αὐγούστου ἀπ' εὐθείας διὰ Νέαν Ὑόρκην καὶ Μασσαλίαν. Τὸ ἀτμόπλοιον «VYAR EDDIA» ἀναχωρήσει εἰς Νέαν Ὑόρκην δεχόμενον ἐπιβάτας. <box>80 722 329 813</box>
story-text: ΤΕΛΕΙΩΣΙΣ. Ὁ κ. Γεράκης ἐπανῆλθεν εἰς τὴν ὑπηρεσίαν μετὰ ἐνεργείας ἐπὶ τῆς ὑποθέσεως τῶν ἐκλογῶν. Εἰς τὸ Ὑπουργεῖον τῶν Στρατιωτικῶν ἀνεκοινώθη ὅτι ἡ κρατικὴ ἐπιτροπὴ ὁρίζει τὸν σύλλογον. Ὁ ἀγωγὸς τῶν ὑδάτων ἐπισκευάζεται. <box>607 712 829 843</box>
